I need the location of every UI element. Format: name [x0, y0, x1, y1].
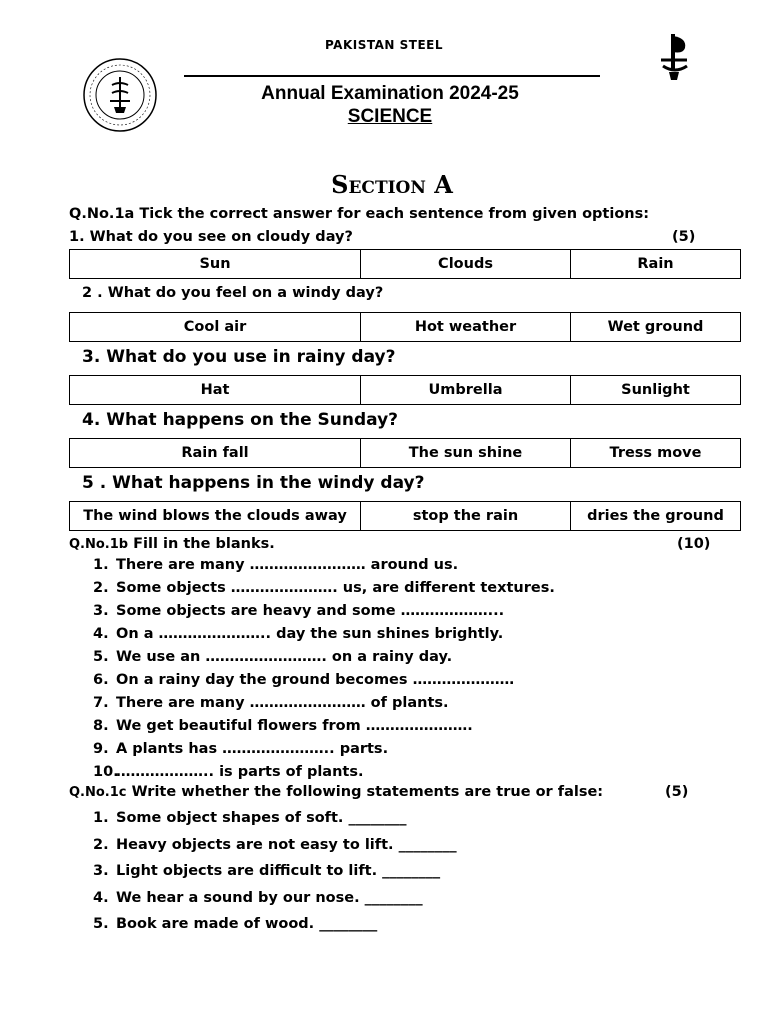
q1c-instruction: Write whether the following statements are true or false: — [131, 784, 604, 800]
q2-option-3[interactable]: Wet ground — [571, 313, 741, 342]
blank-sentence: A plants has ………………….. parts. — [116, 741, 389, 757]
list-item — [93, 603, 555, 626]
blank-sentence: Some objects are heavy and some ………………... — [116, 603, 505, 619]
list-item — [93, 718, 555, 741]
blank-sentence: On a rainy day the ground becomes ………………… — [116, 672, 515, 688]
list-item — [93, 810, 457, 837]
item-number: 5. — [93, 649, 109, 665]
q3-option-3[interactable]: Sunlight — [571, 376, 741, 405]
blank-sentence: ……………….. is parts of plants. — [116, 764, 364, 780]
q1-option-1[interactable]: Sun — [70, 250, 361, 279]
statement: We hear a sound by our nose. ________ — [116, 889, 423, 906]
question-3-options — [69, 375, 741, 405]
item-number: 1. — [93, 557, 109, 573]
section-title: Section A — [331, 170, 453, 199]
q1-option-3[interactable]: Rain — [571, 250, 741, 279]
q1a-marks: (5) — [672, 229, 696, 245]
list-item — [93, 557, 555, 580]
question-2-options — [69, 312, 741, 342]
q1c-label: Q.No.1c — [69, 785, 127, 800]
subject-title: SCIENCE — [347, 106, 433, 127]
question-4-options — [69, 438, 741, 468]
item-number: 10. — [93, 764, 119, 780]
list-item — [93, 741, 555, 764]
q4-option-3[interactable]: Tress move — [571, 439, 741, 468]
statement: Light objects are difficult to lift. ________ — [116, 863, 441, 879]
true-false-list — [93, 810, 457, 943]
blank-sentence: We get beautiful flowers from …………………. — [116, 718, 473, 734]
list-item — [93, 626, 555, 649]
q4-option-1[interactable]: Rain fall — [70, 439, 361, 468]
header-rule — [184, 75, 600, 77]
exam-title: Annual Examination 2024-25 — [261, 83, 519, 104]
q5-option-1[interactable]: The wind blows the clouds away — [70, 502, 361, 531]
q1b-heading — [69, 536, 275, 552]
item-number: 6. — [93, 672, 109, 688]
blank-sentence: On a ………………….. day the sun shines brightly. — [116, 626, 504, 642]
item-number: 3. — [93, 603, 109, 619]
question-4-text: 4. What happens on the Sunday? — [82, 410, 399, 430]
question-1-options — [69, 249, 741, 279]
item-number: 2. — [93, 836, 109, 853]
q5-option-2[interactable]: stop the rain — [361, 502, 571, 531]
statement: Heavy objects are not easy to lift. ________ — [116, 836, 457, 853]
blank-sentence: There are many …………………… of plants. — [116, 695, 449, 711]
item-number: 4. — [93, 626, 109, 642]
question-3-text: 3. What do you use in rainy day? — [82, 347, 396, 367]
list-item — [93, 890, 457, 917]
q1b-marks: (10) — [677, 536, 711, 552]
item-number: 3. — [93, 863, 109, 879]
item-number: 1. — [93, 810, 109, 826]
q1a-instruction: Q.No.1a Tick the correct answer for each sentence from given options: — [69, 206, 650, 222]
q1-option-2[interactable]: Clouds — [361, 250, 571, 279]
q1c-marks: (5) — [665, 784, 689, 800]
q2-option-1[interactable]: Cool air — [70, 313, 361, 342]
question-5-text: 5 . What happens in the windy day? — [82, 473, 425, 493]
organization-name: PAKISTAN STEEL — [324, 38, 444, 52]
list-item — [93, 580, 555, 603]
q1b-label: Q.No.1b — [69, 537, 129, 552]
list-item — [93, 672, 555, 695]
blank-sentence: We use an ……………………. on a rainy day. — [116, 649, 453, 665]
q4-option-2[interactable]: The sun shine — [361, 439, 571, 468]
q1b-instruction: Fill in the blanks. — [133, 536, 275, 552]
blank-sentence: There are many …………………… around us. — [116, 557, 459, 573]
item-number: 7. — [93, 695, 109, 711]
list-item — [93, 837, 457, 864]
item-number: 5. — [93, 916, 109, 932]
question-1-text: 1. What do you see on cloudy day? — [69, 229, 353, 245]
question-5-options — [69, 501, 741, 531]
item-number: 2. — [93, 580, 109, 596]
list-item — [93, 916, 457, 943]
list-item — [93, 695, 555, 718]
item-number: 4. — [93, 889, 109, 906]
list-item — [93, 863, 457, 890]
blank-sentence: Some objects …………………. us, are different textures. — [116, 580, 555, 596]
q1c-heading — [69, 784, 603, 800]
q2-option-2[interactable]: Hot weather — [361, 313, 571, 342]
q3-option-2[interactable]: Umbrella — [361, 376, 571, 405]
q3-option-1[interactable]: Hat — [70, 376, 361, 405]
list-item — [93, 649, 555, 672]
statement: Book are made of wood. ________ — [116, 916, 378, 932]
item-number: 8. — [93, 718, 109, 734]
statement: Some object shapes of soft. ________ — [116, 810, 407, 826]
item-number: 9. — [93, 741, 109, 757]
q5-option-3[interactable]: dries the ground — [571, 502, 741, 531]
question-2-text: 2 . What do you feel on a windy day? — [82, 285, 384, 301]
fill-in-blanks-list — [93, 557, 555, 787]
